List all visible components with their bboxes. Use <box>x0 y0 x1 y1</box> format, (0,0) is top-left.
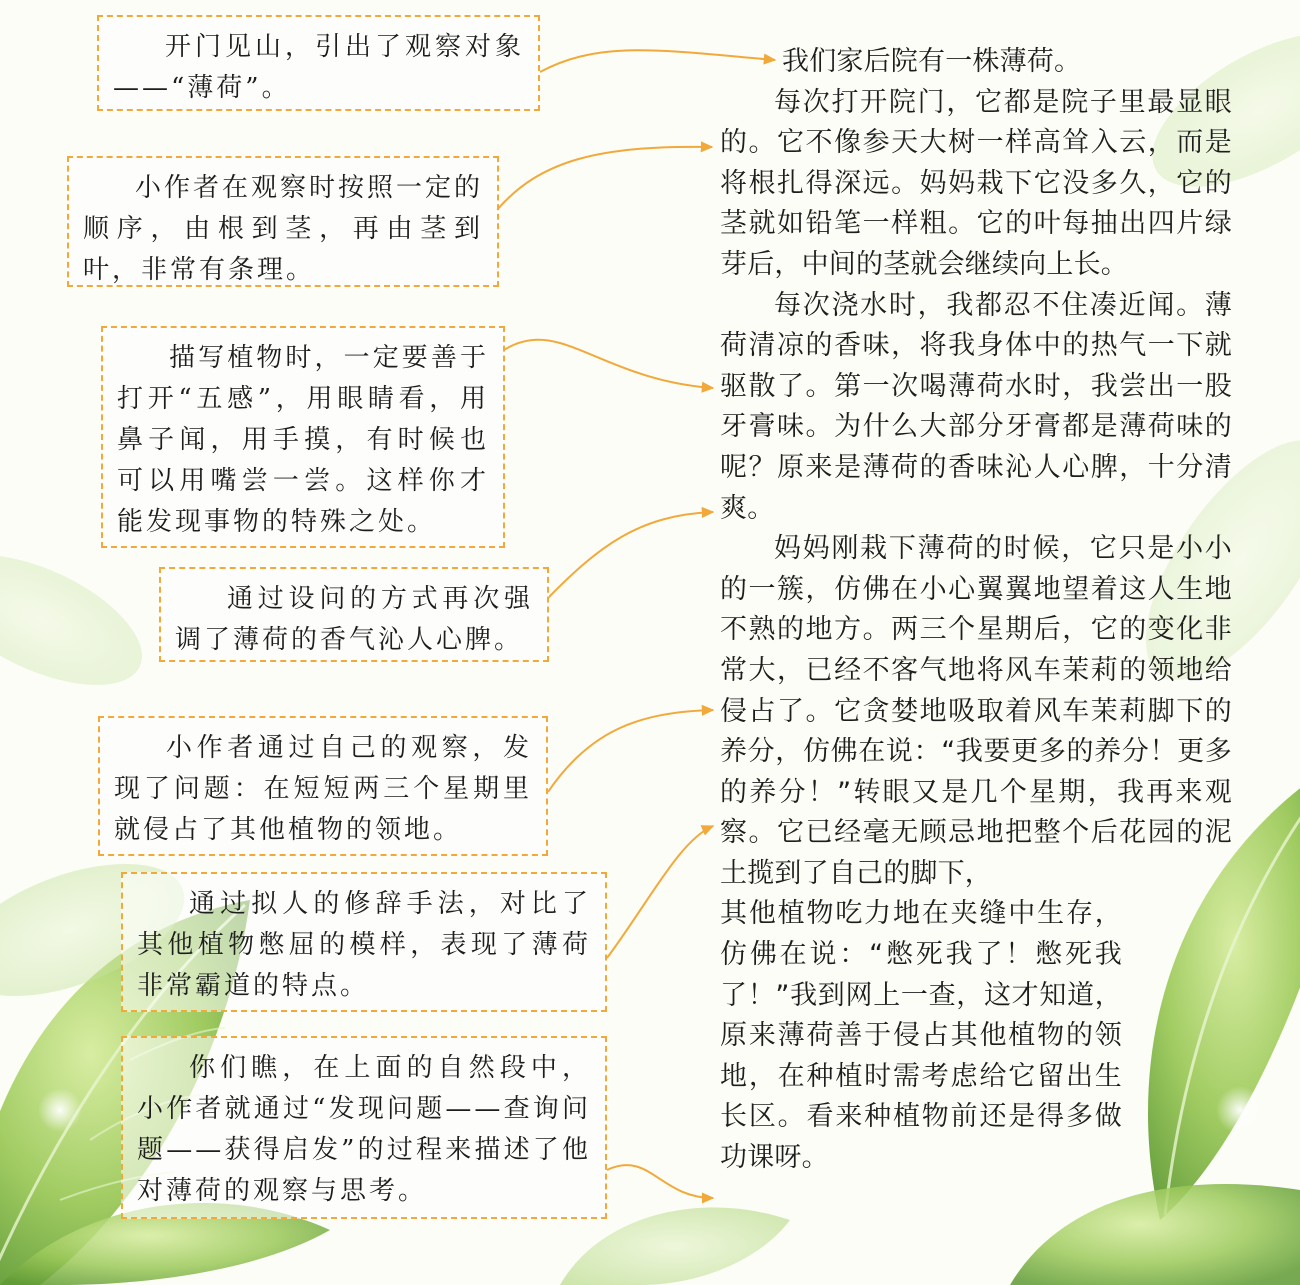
annotation-note <box>67 156 499 287</box>
annotation-text: 通过拟人的修辞手法，对比了其他植物憋屈的模样，表现了薄荷非常霸道的特点。 <box>137 889 591 1001</box>
annotation-note <box>121 1036 607 1219</box>
essay-paragraph: 妈妈刚栽下薄荷的时候，它只是小小的一簇，仿佛在小心翼翼地望着这人生地不熟的地方。两三个星期后，它的变化非常大，已经不客气地将风车茉莉的领地给侵占了。它贪婪地吸取着风车茉莉脚下的养分，仿佛在说：“我要更多的养分！更多的养分！”转眼又是几个星期，我再来观察。它已经毫无顾忌地把整个后花园的泥土揽到了自己的脚下， <box>720 533 1232 889</box>
annotation-note <box>98 716 548 856</box>
annotation-note <box>159 567 549 662</box>
annotation-note <box>121 872 607 1012</box>
annotation-text: 描写植物时，一定要善于打开“五感”，用眼睛看，用鼻子闻，用手摸，有时候也可以用嘴尝一尝。这样你才能发现事物的特殊之处。 <box>117 343 489 537</box>
essay-paragraph: 每次打开院门，它都是院子里最显眼的。它不像参天大树一样高耸入云，而是将根扎得深远。妈妈栽下它没多久，它的茎就如铅笔一样粗。它的叶每抽出四片绿芽后，中间的茎就会继续向上长。 <box>720 86 1232 280</box>
annotation-text: 你们瞧，在上面的自然段中，小作者就通过“发现问题——查询问题——获得启发”的过程来描述了他对薄荷的观察与思考。 <box>137 1053 591 1206</box>
annotation-text: 小作者在观察时按照一定的顺序，由根到茎，再由茎到叶，非常有条理。 <box>83 173 484 285</box>
essay-body <box>720 42 1232 1179</box>
essay-paragraph: 每次浇水时，我都忍不住凑近闻。薄荷清凉的香味，将我身体中的热气一下就驱散了。第一次喝薄荷水时，我尝出一股牙膏味。为什么大部分牙膏都是薄荷味的呢？原来是薄荷的香味沁人心脾，十分清爽。 <box>720 289 1232 524</box>
annotation-text: 小作者通过自己的观察，发现了问题：在短短两三个星期里就侵占了其他植物的领地。 <box>114 733 532 845</box>
essay-paragraph: 我们家后院有一株薄荷。 <box>782 46 1082 77</box>
annotation-note <box>101 326 505 548</box>
annotation-text: 开门见山，引出了观察对象——“薄荷”。 <box>113 32 524 103</box>
annotation-note <box>97 15 540 111</box>
annotation-text: 通过设问的方式再次强调了薄荷的香气沁人心脾。 <box>175 584 533 655</box>
essay-paragraph-continued: 其他植物吃力地在夹缝中生存，仿佛在说：“憋死我了！憋死我了！”我到网上一查，这才知道，原来薄荷善于侵占其他植物的领地，在种植时需考虑给它留出生长区。看来种植物前还是得多做功课呀。 <box>720 898 1122 1174</box>
